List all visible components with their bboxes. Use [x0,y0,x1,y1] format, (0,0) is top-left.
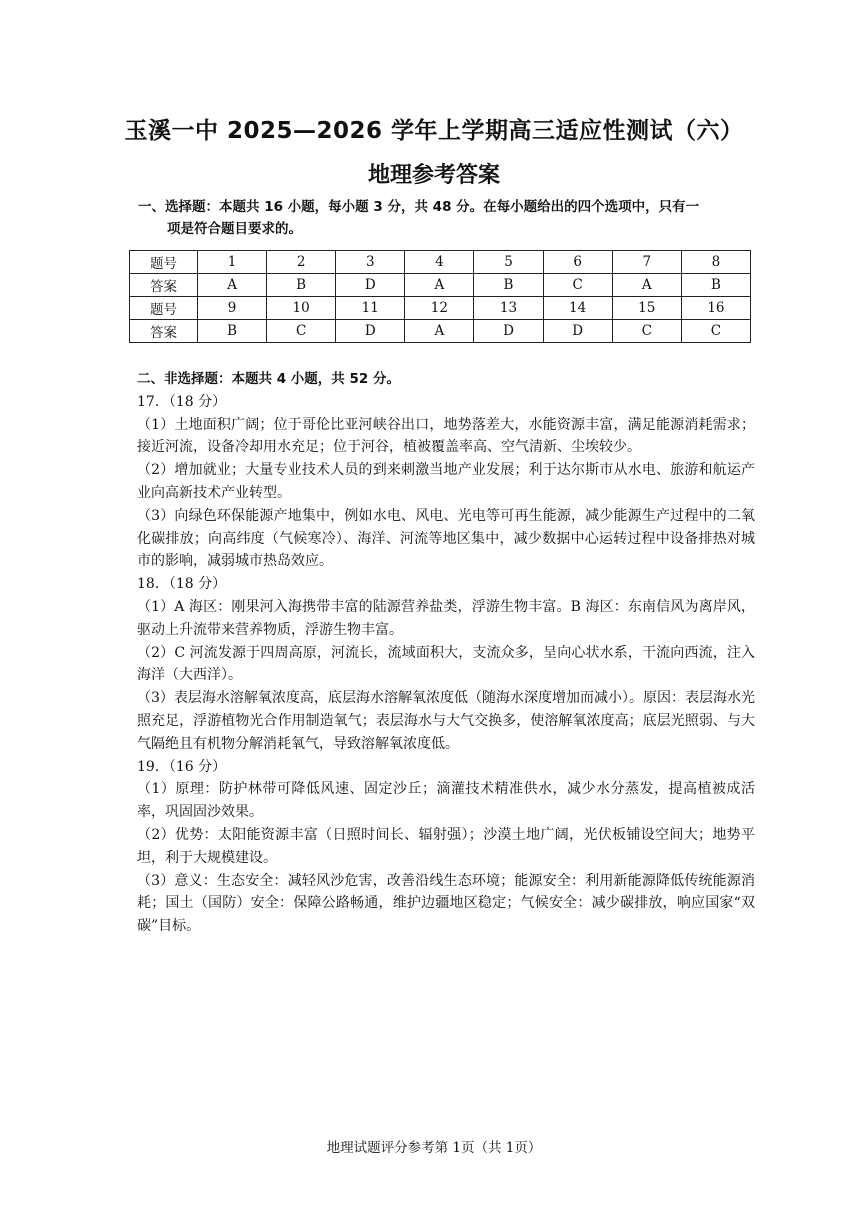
section-1-line-1: 一、选择题：本题共 16 小题，每小题 3 分，共 48 分。在每小题给出的四个选项中，只有一 [138,199,700,215]
answer-cell: B [267,274,336,297]
question-number-cell: 4 [405,251,474,274]
answer-cell: A [405,274,474,297]
answer-cell: D [336,320,405,343]
question-number-cell: 12 [405,297,474,320]
answer-cell: B [198,320,267,343]
question-number-cell: 6 [543,251,612,274]
q17-heading: 17．（18 分） [137,393,227,410]
section-2-heading: 二、非选择题：本题共 4 小题，共 52 分。 [137,371,400,387]
section-1-line-2: 项是符合题目要求的。 [167,221,302,237]
q18-part-1: （1）A 海区：刚果河入海携带丰富的陆源营养盐类，浮游生物丰富。B 海区：东南信风为离岸风，驱动上升流带来营养物质，浮游生物丰富。 [137,598,755,638]
answer-cell: C [543,274,612,297]
q17-part-3: （3）向绿色环保能源产地集中，例如水电、风电、光电等可再生能源，减少能源生产过程中的二氧化碳排放；向高纬度（气候寒冷）、海洋、河流等地区集中，减少数据中心运转过程中设备排热对城市的影响，减弱城市热岛效应。 [137,507,755,570]
question-number-cell: 10 [267,297,336,320]
document-subtitle: 地理参考答案 [367,163,500,188]
answer-cell: B [474,274,543,297]
answer-cell: C [681,320,750,343]
question-number-cell: 14 [543,297,612,320]
question-number-cell: 15 [612,297,681,320]
question-number-cell: 16 [681,297,750,320]
answer-cell: A [612,274,681,297]
page-footer: 地理试题评分参考第 1页（共 1页） [326,1140,542,1156]
q19-heading: 19．（16 分） [137,758,227,775]
question-number-cell: 13 [474,297,543,320]
q18-part-2: （2）C 河流发源于四周高原，河流长，流域面积大，支流众多，呈向心状水系，干流向西流，注入海洋（大西洋）。 [137,644,755,684]
answers-body [137,368,755,938]
row-label: 答案 [130,274,198,297]
table-number-row [130,251,751,274]
row-label: 答案 [130,320,198,343]
question-number-cell: 3 [336,251,405,274]
question-number-cell: 11 [336,297,405,320]
answer-cell: D [543,320,612,343]
answer-table [129,250,751,343]
answer-cell: D [474,320,543,343]
answer-cell: D [336,274,405,297]
q17-part-1: （1）土地面积广阔；位于哥伦比亚河峡谷出口，地势落差大，水能资源丰富，满足能源消耗需求；接近河流，设备冷却用水充足；位于河谷，植被覆盖率高、空气清新、尘埃较少。 [137,416,755,456]
section-1-heading [138,196,758,240]
question-number-cell: 1 [198,251,267,274]
question-number-cell: 5 [474,251,543,274]
row-label: 题号 [130,251,198,274]
table-answer-row [130,320,751,343]
question-number-cell: 8 [681,251,750,274]
q19-part-3: （3）意义：生态安全：减轻风沙危害，改善沿线生态环境；能源安全：利用新能源降低传统能源消耗；国土（国防）安全：保障公路畅通，维护边疆地区稳定；气候安全：减少碳排放，响应国家“双碳”目标。 [137,872,755,935]
answer-cell: B [681,274,750,297]
question-number-cell: 7 [612,251,681,274]
row-label: 题号 [130,297,198,320]
document-title: 玉溪一中 2025—2026 学年上学期高三适应性测试（六） [124,118,744,144]
q17-part-2: （2）增加就业；大量专业技术人员的到来刺激当地产业发展；利于达尔斯市从水电、旅游和航运产业向高新技术产业转型。 [137,462,755,501]
answer-cell: A [198,274,267,297]
answer-cell: C [612,320,681,343]
q18-heading: 18．（18 分） [137,576,227,593]
table-number-row [130,297,751,320]
question-number-cell: 2 [267,251,336,274]
answer-cell: A [405,320,474,343]
question-number-cell: 9 [198,297,267,320]
q19-part-1: （1）原理：防护林带可降低风速、固定沙丘；滴灌技术精准供水，减少水分蒸发，提高植被成活率，巩固固沙效果。 [137,781,755,821]
q19-part-2: （2）优势：太阳能资源丰富（日照时间长、辐射强）；沙漠土地广阔，光伏板铺设空间大；地势平坦，利于大规模建设。 [137,826,755,866]
table-answer-row [130,274,751,297]
q18-part-3: （3）表层海水溶解氧浓度高，底层海水溶解氧浓度低（随海水深度增加而减小）。原因：表层海水光照充足，浮游植物光合作用制造氧气；表层海水与大气交换多，使溶解氧浓度高；底层光照弱、与大气隔绝且有机物分解消耗氧气，导致溶解氧浓度低。 [137,690,755,752]
answer-cell: C [267,320,336,343]
